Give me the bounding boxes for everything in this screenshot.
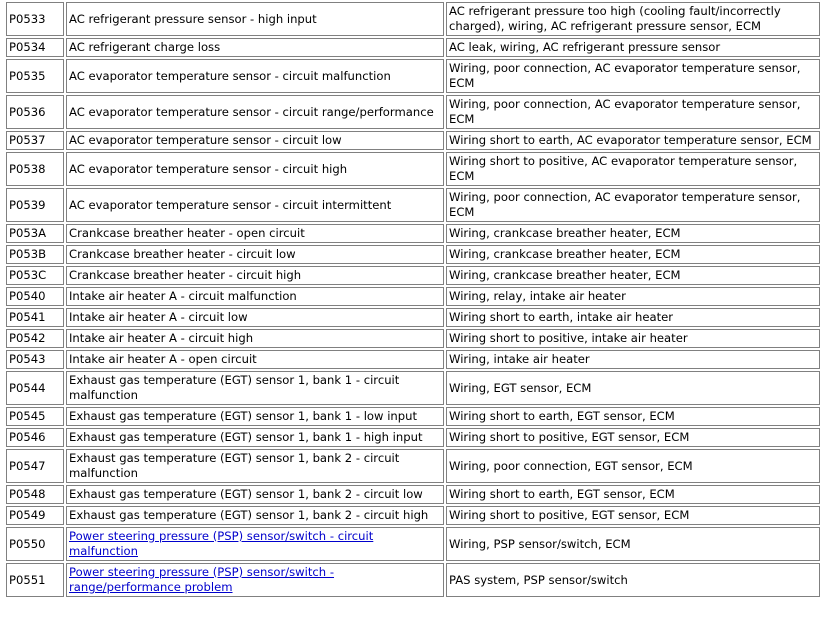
table-row: [6, 2, 820, 36]
description-cell: Exhaust gas temperature (EGT) sensor 1, bank 2 - circuit malfunction: [66, 449, 444, 483]
table-row: [6, 308, 820, 327]
table-row: [6, 485, 820, 504]
possible-cause-cell: Wiring, PSP sensor/switch, ECM: [446, 527, 820, 561]
fault-code-table: [4, 0, 822, 599]
fault-code-cell: P0533: [6, 2, 64, 36]
fault-code-cell: P0547: [6, 449, 64, 483]
possible-cause-cell: Wiring, crankcase breather heater, ECM: [446, 266, 820, 285]
table-row: [6, 152, 820, 186]
fault-code-cell: P0542: [6, 329, 64, 348]
possible-cause-cell: Wiring short to positive, EGT sensor, ECM: [446, 506, 820, 525]
description-cell: Crankcase breather heater - circuit low: [66, 245, 444, 264]
description-cell: AC evaporator temperature sensor - circuit low: [66, 131, 444, 150]
possible-cause-cell: Wiring, crankcase breather heater, ECM: [446, 224, 820, 243]
description-link[interactable]: Power steering pressure (PSP) sensor/switch - circuit malfunction: [69, 529, 374, 558]
table-row: [6, 407, 820, 426]
fault-code-cell: P053B: [6, 245, 64, 264]
fault-code-cell: P0540: [6, 287, 64, 306]
possible-cause-cell: PAS system, PSP sensor/switch: [446, 563, 820, 597]
possible-cause-cell: Wiring, EGT sensor, ECM: [446, 371, 820, 405]
possible-cause-cell: Wiring short to earth, EGT sensor, ECM: [446, 407, 820, 426]
description-cell: AC evaporator temperature sensor - circuit range/performance: [66, 95, 444, 129]
fault-code-cell: P0538: [6, 152, 64, 186]
fault-code-cell: P0548: [6, 485, 64, 504]
description-cell: AC evaporator temperature sensor - circuit high: [66, 152, 444, 186]
possible-cause-cell: Wiring short to earth, intake air heater: [446, 308, 820, 327]
table-row: [6, 59, 820, 93]
fault-code-cell: P0536: [6, 95, 64, 129]
description-cell: Crankcase breather heater - open circuit: [66, 224, 444, 243]
possible-cause-cell: AC leak, wiring, AC refrigerant pressure sensor: [446, 38, 820, 57]
possible-cause-cell: Wiring short to earth, EGT sensor, ECM: [446, 485, 820, 504]
description-cell: Intake air heater A - circuit high: [66, 329, 444, 348]
table-row: [6, 563, 820, 597]
possible-cause-cell: Wiring short to positive, AC evaporator temperature sensor, ECM: [446, 152, 820, 186]
table-row: [6, 371, 820, 405]
possible-cause-cell: Wiring short to earth, AC evaporator temperature sensor, ECM: [446, 131, 820, 150]
table-row: [6, 527, 820, 561]
fault-code-cell: P053C: [6, 266, 64, 285]
possible-cause-cell: Wiring, relay, intake air heater: [446, 287, 820, 306]
fault-code-cell: P0550: [6, 527, 64, 561]
description-cell: AC refrigerant charge loss: [66, 38, 444, 57]
description-cell: Exhaust gas temperature (EGT) sensor 1, bank 2 - circuit high: [66, 506, 444, 525]
fault-code-cell: P0537: [6, 131, 64, 150]
fault-code-cell: P0534: [6, 38, 64, 57]
description-cell: Intake air heater A - circuit low: [66, 308, 444, 327]
fault-code-cell: P0551: [6, 563, 64, 597]
possible-cause-cell: Wiring, poor connection, AC evaporator temperature sensor, ECM: [446, 95, 820, 129]
fault-code-cell: P0543: [6, 350, 64, 369]
table-row: [6, 266, 820, 285]
fault-code-cell: P0545: [6, 407, 64, 426]
table-row: [6, 224, 820, 243]
description-cell: AC refrigerant pressure sensor - high input: [66, 2, 444, 36]
table-row: [6, 95, 820, 129]
possible-cause-cell: Wiring short to positive, intake air heater: [446, 329, 820, 348]
table-row: [6, 506, 820, 525]
table-row: [6, 449, 820, 483]
fault-code-table-body: [6, 2, 820, 597]
fault-code-cell: P0544: [6, 371, 64, 405]
possible-cause-cell: Wiring, poor connection, AC evaporator temperature sensor, ECM: [446, 188, 820, 222]
description-cell: [66, 563, 444, 597]
description-cell: AC evaporator temperature sensor - circuit intermittent: [66, 188, 444, 222]
table-row: [6, 350, 820, 369]
description-cell: Exhaust gas temperature (EGT) sensor 1, bank 1 - low input: [66, 407, 444, 426]
description-cell: Exhaust gas temperature (EGT) sensor 1, bank 2 - circuit low: [66, 485, 444, 504]
description-cell: [66, 527, 444, 561]
table-row: [6, 329, 820, 348]
description-cell: Exhaust gas temperature (EGT) sensor 1, bank 1 - circuit malfunction: [66, 371, 444, 405]
description-cell: Crankcase breather heater - circuit high: [66, 266, 444, 285]
description-cell: Exhaust gas temperature (EGT) sensor 1, bank 1 - high input: [66, 428, 444, 447]
description-cell: Intake air heater A - circuit malfunction: [66, 287, 444, 306]
fault-code-cell: P0539: [6, 188, 64, 222]
possible-cause-cell: AC refrigerant pressure too high (cooling fault/incorrectly charged), wiring, AC refrigerant pressure sensor, ECM: [446, 2, 820, 36]
possible-cause-cell: Wiring, poor connection, AC evaporator temperature sensor, ECM: [446, 59, 820, 93]
fault-code-cell: P0546: [6, 428, 64, 447]
table-row: [6, 287, 820, 306]
fault-code-cell: P0549: [6, 506, 64, 525]
table-row: [6, 131, 820, 150]
table-row: [6, 38, 820, 57]
possible-cause-cell: Wiring short to positive, EGT sensor, ECM: [446, 428, 820, 447]
fault-code-cell: P053A: [6, 224, 64, 243]
description-cell: AC evaporator temperature sensor - circuit malfunction: [66, 59, 444, 93]
fault-code-cell: P0535: [6, 59, 64, 93]
fault-code-cell: P0541: [6, 308, 64, 327]
table-row: [6, 428, 820, 447]
possible-cause-cell: Wiring, intake air heater: [446, 350, 820, 369]
table-row: [6, 245, 820, 264]
possible-cause-cell: Wiring, crankcase breather heater, ECM: [446, 245, 820, 264]
possible-cause-cell: Wiring, poor connection, EGT sensor, ECM: [446, 449, 820, 483]
description-link[interactable]: Power steering pressure (PSP) sensor/switch - range/performance problem: [69, 565, 335, 594]
description-cell: Intake air heater A - open circuit: [66, 350, 444, 369]
table-row: [6, 188, 820, 222]
